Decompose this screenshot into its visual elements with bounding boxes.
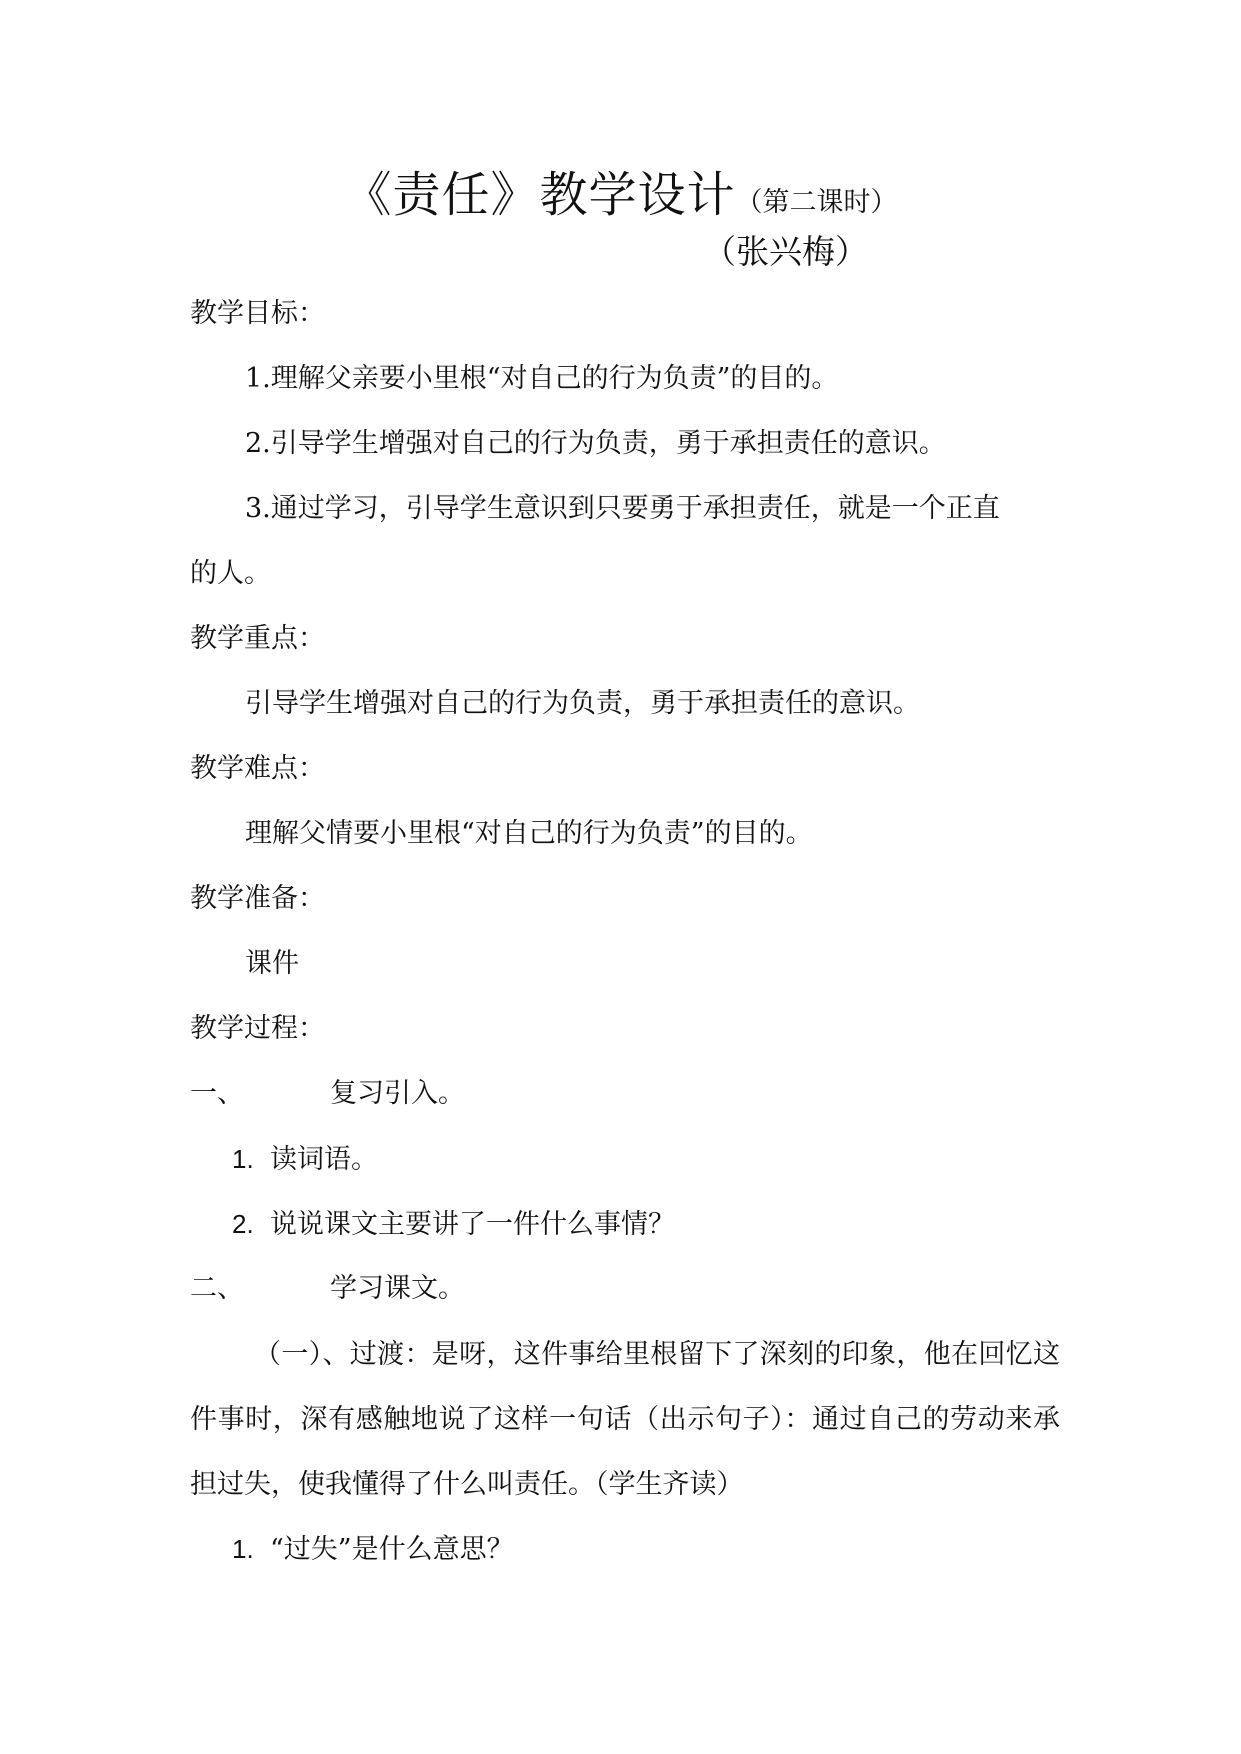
title-subtitle: （第二课时） (735, 187, 898, 218)
section-1-marker: 一、 (190, 1078, 244, 1109)
preparation-heading: 教学准备： (190, 883, 325, 914)
objective-item-3-line2: 的人。 (190, 558, 271, 589)
section-1-heading (190, 1076, 465, 1112)
objective-item-3-line1: 3.通过学习，引导学生意识到只要勇于承担责任，就是一个正直 (245, 493, 1000, 524)
transition-paragraph: （一）、过渡：是呀，这件事给里根留下了深刻的印象，他在回忆这件事时，深有感触地说了这样一句话（出示句子）：通过自己的劳动来承担过失，使我懂得了什么叫责任。（学生齐读） (190, 1339, 1060, 1500)
objective-item-2: 2.引导学生增强对自己的行为负责，勇于承担责任的意识。 (245, 428, 946, 459)
list-item-text: 读词语。 (270, 1144, 378, 1175)
list-item-text: 说说课文主要讲了一件什么事情？ (270, 1209, 675, 1240)
title-main: 《责任》教学设计 (343, 167, 736, 223)
key-point-heading: 教学重点： (190, 623, 325, 654)
section-2-title: 学习课文。 (330, 1273, 465, 1304)
difficulty-heading: 教学难点： (190, 753, 325, 784)
list-number: 1. (232, 1534, 254, 1564)
objectives-heading: 教学目标： (190, 298, 325, 329)
list-number: 1. (232, 1144, 254, 1174)
section-1-item-2 (232, 1206, 675, 1243)
document-title (0, 156, 1241, 225)
process-heading: 教学过程： (190, 1013, 325, 1044)
list-number: 2. (232, 1209, 254, 1239)
section-1-item-1 (232, 1141, 378, 1178)
section-2-question-1 (232, 1531, 514, 1568)
preparation-text: 课件 (245, 948, 299, 979)
difficulty-text: 理解父情要小里根“对自己的行为负责”的目的。 (245, 818, 813, 849)
list-item-text: “过失”是什么意思？ (270, 1534, 514, 1565)
section-2-marker: 二、 (190, 1273, 244, 1304)
author-name: （张兴梅） (703, 232, 868, 271)
objective-item-1: 1.理解父亲要小里根“对自己的行为负责”的目的。 (245, 363, 839, 394)
section-2-heading (190, 1271, 465, 1307)
section-1-title: 复习引入。 (330, 1078, 465, 1109)
key-point-text: 引导学生增强对自己的行为负责，勇于承担责任的意识。 (245, 688, 920, 719)
